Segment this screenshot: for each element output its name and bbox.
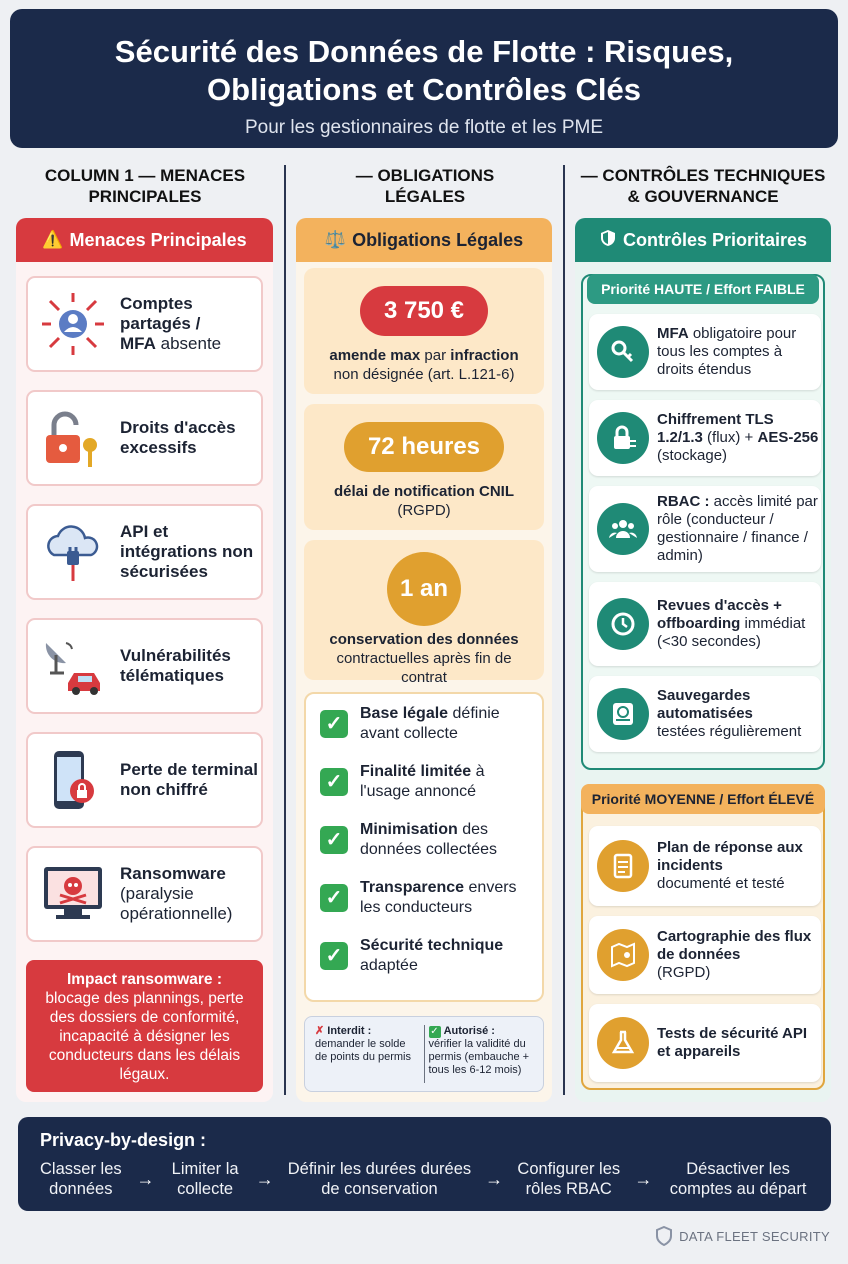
brand-logo: [655, 1226, 830, 1246]
arrow-right-icon: →: [634, 1168, 653, 1189]
threat-label: Droits d'accès excessifs: [120, 418, 236, 457]
warning-icon: ⚠️: [42, 230, 64, 249]
threat-card: [26, 504, 263, 600]
control-card: RBAC : accès limité par rôle (conducteur / gestionnaire / finance / admin): [589, 486, 821, 572]
shield-icon: [655, 1226, 673, 1246]
arrow-right-icon: →: [136, 1168, 155, 1189]
lab-flask-icon: [597, 1017, 649, 1069]
check-icon: ✓: [320, 884, 348, 912]
header-banner: [10, 9, 838, 148]
threat-card: [26, 732, 263, 828]
privacy-step: Désactiver les comptes au départ: [669, 1160, 807, 1198]
notification-delay-badge: 72 heures: [344, 422, 504, 472]
encrypted-lock-icon: [597, 412, 649, 464]
key-shield-icon: [597, 326, 649, 378]
page-title: Sécurité des Données de Flotte : Risques, Obligations et Contrôles Clés: [114, 34, 734, 107]
medium-priority-label: Priorité MOYENNE / Effort ÉLEVÉ: [581, 784, 825, 814]
privacy-step: Limiter la collecte: [171, 1160, 239, 1198]
privacy-step: Configurer les rôles RBAC: [517, 1160, 621, 1198]
threats-panel-title: ⚠️ Menaces Principales: [16, 218, 273, 262]
principles-checklist: [304, 692, 544, 1002]
scales-icon: ⚖️: [324, 230, 347, 249]
checklist-item: ✓ Base légale définie avant collecte: [314, 704, 534, 762]
users-group-icon: [597, 503, 649, 555]
threat-card: [26, 846, 263, 942]
shield-icon: [599, 229, 617, 252]
threat-label: Ransomware (paralysie opérationnelle): [120, 864, 233, 923]
checklist-item: ✓ Minimisation des données collectées: [314, 820, 534, 878]
privacy-by-design-title: Privacy-by-design :: [40, 1130, 207, 1150]
cloud-plug-icon: [40, 519, 106, 585]
forbidden-rule: ✗ Interdit : demander le solde de points du permis: [315, 1025, 411, 1063]
shared-accounts-icon: [40, 291, 106, 357]
checklist-item: ✓ Transparence envers les conducteurs: [314, 878, 534, 936]
control-card: Plan de réponse aux incidents documenté et testé: [589, 826, 821, 906]
high-priority-group: [581, 274, 825, 770]
control-card: Sauvegardes automatisées testées régulièrement: [589, 676, 821, 752]
privacy-step: Définir les durées durées de conservation: [287, 1160, 472, 1198]
check-icon: ✓: [320, 942, 348, 970]
fine-amount-badge: 3 750 €: [360, 286, 488, 336]
column-divider: [563, 165, 565, 1095]
threat-card: [26, 618, 263, 714]
fine-figure-card: [304, 268, 544, 394]
threat-label: Perte de terminal non chiffré: [120, 760, 258, 799]
retention-period-badge: 1 an: [387, 552, 461, 626]
fine-description: amende max par infraction non désignée (art. L.121-6): [329, 347, 519, 383]
control-card: Cartographie des flux de données (RGPD): [589, 916, 821, 994]
backup-drive-icon: [597, 688, 649, 740]
page-subtitle: Pour les gestionnaires de flotte et les PME: [244, 117, 604, 138]
check-icon: ✓: [320, 710, 348, 738]
threat-label: Comptes partagés / MFA absente: [120, 294, 222, 353]
obligations-panel: [296, 218, 552, 1102]
license-rules-box: [304, 1016, 544, 1092]
allowed-rule: ✓ Autorisé : vérifier la validité du permis (embauche + tous les 6-12 mois): [424, 1025, 538, 1083]
high-priority-label: Priorité HAUTE / Effort FAIBLE: [587, 274, 819, 304]
notification-description: délai de notification CNIL (RGPD): [333, 483, 514, 519]
column-heading-controls: — CONTRÔLES TECHNIQUES & GOUVERNANCE: [580, 166, 826, 206]
arrow-right-icon: →: [485, 1168, 504, 1189]
satellite-car-icon: [40, 633, 106, 699]
unlocked-padlock-icon: [40, 405, 106, 471]
column-heading-obligations: — OBLIGATIONS LÉGALES: [355, 166, 495, 206]
control-card: Tests de sécurité API et appareils: [589, 1004, 821, 1082]
column-divider: [284, 165, 286, 1095]
phone-lock-icon: [40, 747, 106, 813]
privacy-step: Classer les données: [40, 1160, 122, 1198]
privacy-steps: [18, 1159, 831, 1199]
check-icon: ✓: [320, 768, 348, 796]
control-card: MFA obligatoire pour tous les comptes à droits étendus: [589, 314, 821, 390]
medium-priority-group: [581, 784, 825, 1090]
threat-label: Vulnérabilités télématiques: [120, 646, 231, 685]
ransomware-impact-box: Impact ransomware : blocage des plannings, perte des dossiers de conformité, incapacité à désigner les conducteurs dans les délais légaux.: [26, 960, 263, 1092]
checklist-item: ✓ Sécurité technique adaptée: [314, 936, 534, 994]
skull-monitor-icon: [40, 861, 106, 927]
obligations-panel-title: ⚖️ Obligations Légales: [296, 218, 552, 262]
controls-panel: [575, 218, 831, 1102]
threats-panel: [16, 218, 273, 1102]
retention-description: conservation des données contractuelles après fin de contrat: [329, 631, 519, 686]
brand-name: DATA FLEET SECURITY: [679, 1228, 830, 1244]
threat-label: API et intégrations non sécurisées: [120, 522, 254, 581]
check-icon: ✓: [320, 826, 348, 854]
cross-icon: ✗: [315, 1025, 325, 1037]
control-card: Chiffrement TLS 1.2/1.3 (flux) + AES-256 (stockage): [589, 400, 821, 476]
column-heading-threats: COLUMN 1 — MENACES PRINCIPALES: [44, 166, 246, 206]
clock-refresh-icon: [597, 598, 649, 650]
checklist-icon: [597, 840, 649, 892]
arrow-right-icon: →: [255, 1168, 274, 1189]
threat-card: [26, 276, 263, 372]
retention-figure-card: [304, 540, 544, 686]
check-icon: ✓: [430, 1026, 439, 1037]
threat-card: [26, 390, 263, 486]
privacy-by-design-banner: [18, 1117, 831, 1211]
map-pin-icon: [597, 929, 649, 981]
control-card: Revues d'accès + offboarding immédiat (<30 secondes): [589, 582, 821, 666]
controls-panel-title: Contrôles Prioritaires: [575, 218, 831, 262]
notification-figure-card: [304, 404, 544, 530]
checklist-item: ✓ Finalité limitée à l'usage annoncé: [314, 762, 534, 820]
